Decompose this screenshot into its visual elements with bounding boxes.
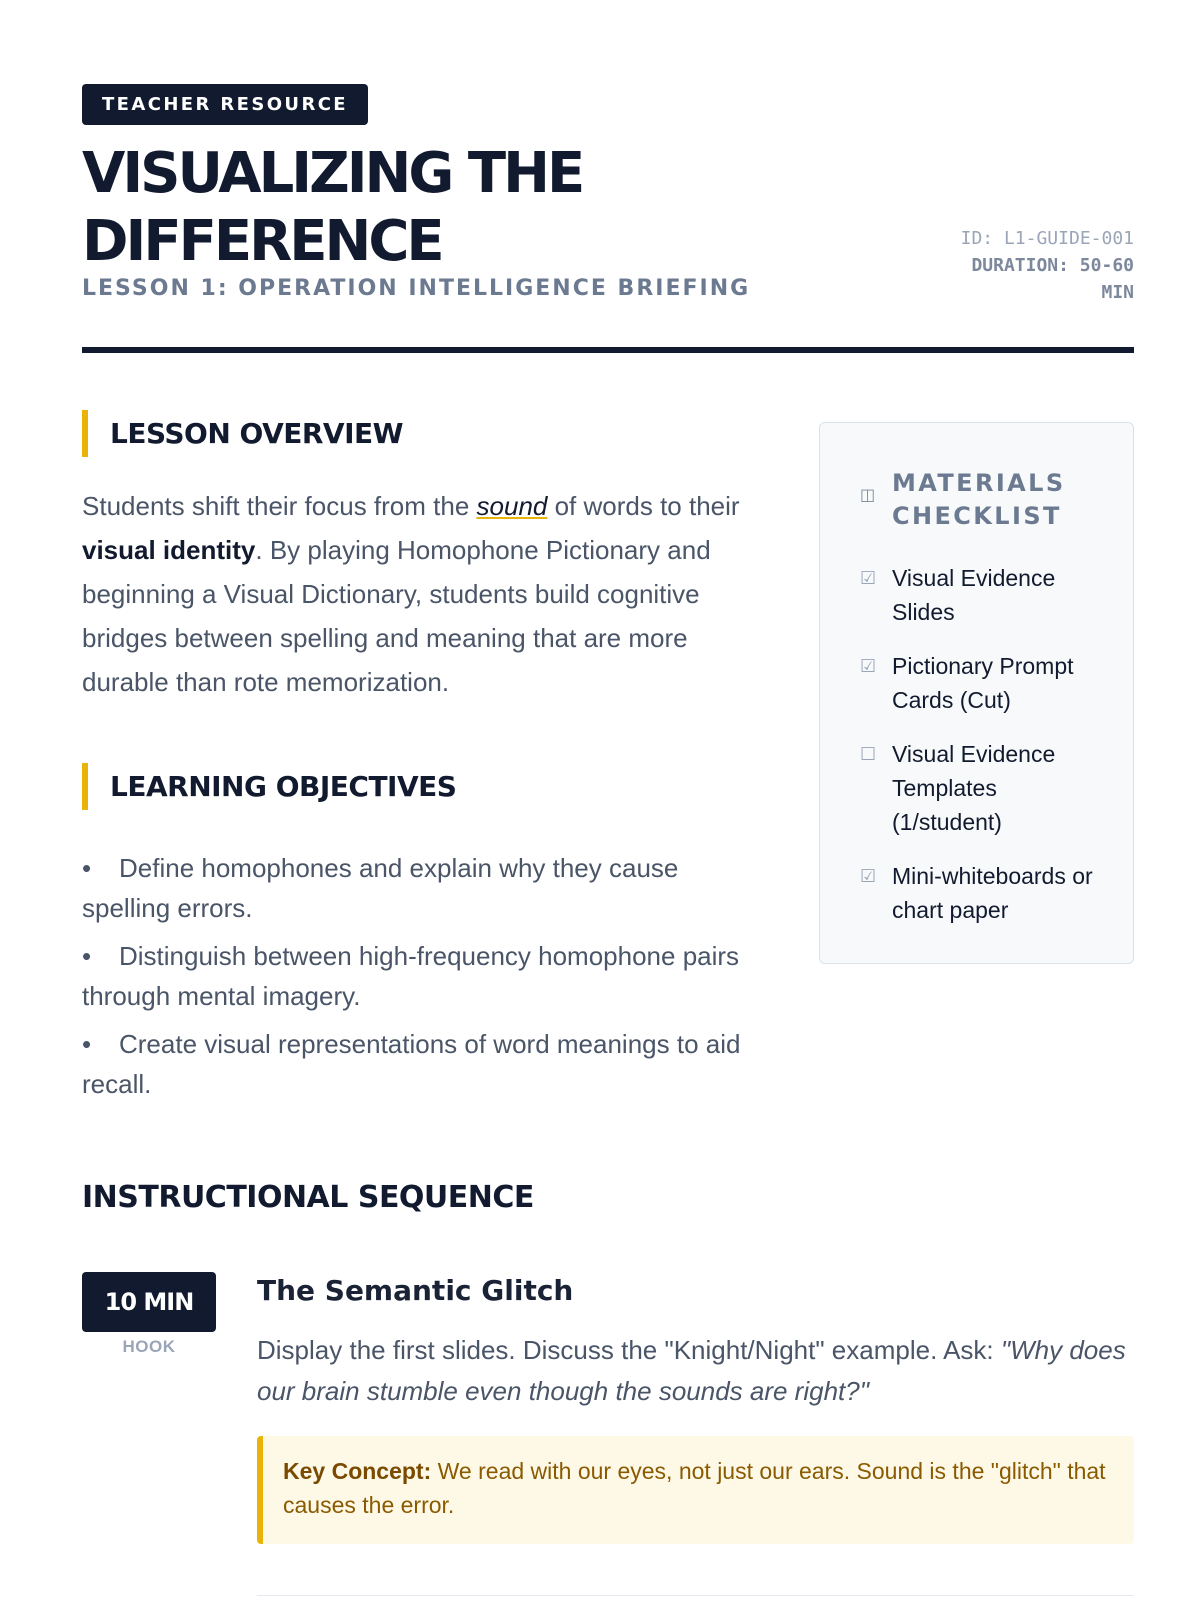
objective-text: Define homophones and explain why they cause spelling errors. [82,853,679,923]
material-item [860,561,1110,629]
key-concept-label: Key Concept: [283,1458,432,1484]
material-item [860,737,1110,839]
material-text: Visual Evidence Templates (1/student) [892,741,1056,835]
objective-item [82,848,772,928]
step-description-text: Display the first slides. Discuss the "Knight/Night" example. Ask: [257,1335,1001,1365]
material-text: Visual Evidence Slides [892,565,1056,625]
material-item [860,859,1110,927]
key-concept-text: We read with our eyes, not just our ears. Sound is the "glitch" that causes the error. [283,1458,1106,1518]
step-phase-label: HOOK [122,1337,176,1356]
bullet-icon: • [82,1029,92,1059]
header-divider [82,347,1134,353]
overview-text [82,484,772,704]
step-question: "Why does our brain stumble even though the sounds are right?" [257,1335,1126,1406]
step-duration: 10 MIN [82,1272,216,1332]
checkbox-icon: ☑ [860,568,877,588]
emphasis-visual-identity: visual identity [82,535,256,565]
bullet-icon: • [82,853,92,883]
checkbox-icon: ☑ [860,866,877,886]
checkbox-icon: ☑ [860,656,877,676]
lesson-subtitle: LESSON 1: OPERATION INTELLIGENCE BRIEFING [82,276,751,301]
objective-item [82,936,772,1016]
overview-text-part: Students shift their focus from the [82,491,477,521]
key-concept-callout [257,1436,1134,1544]
materials-heading: MATERIALS CHECKLIST [892,469,1066,530]
materials-checklist [819,422,1134,964]
document-meta [934,225,1134,306]
material-text: Mini-whiteboards or chart paper [892,863,1093,923]
step-title: The Semantic Glitch [257,1274,574,1307]
teacher-resource-badge: TEACHER RESOURCE [82,84,368,125]
material-text: Pictionary Prompt Cards (Cut) [892,653,1074,713]
checkbox-icon: ☐ [860,744,877,764]
objective-text: Distinguish between high-frequency homophone pairs through mental imagery. [82,941,740,1011]
sequence-heading: INSTRUCTIONAL SEQUENCE [82,1180,534,1215]
overview-text-part: of words to their [547,491,740,521]
materials-header [860,467,1066,533]
objective-item [82,1024,772,1104]
material-item [860,649,1110,717]
lesson-duration: DURATION: 50-60 MIN [971,255,1134,303]
page-title: VISUALIZING THE DIFFERENCE [82,141,583,274]
document-id: ID: L1-GUIDE-001 [960,228,1134,249]
briefcase-icon: ◫ [860,487,876,504]
bullet-icon: • [82,941,92,971]
step-divider [257,1595,1134,1596]
objectives-list [82,848,772,1112]
step-description [257,1330,1134,1412]
materials-list [860,561,1110,927]
objectives-heading: LEARNING OBJECTIVES [82,763,456,810]
overview-text-part: . By playing Homophone Pictionary and beginning a Visual Dictionary, students build cognitive bridges between spelling and meaning that are more durable than rote memorization. [82,535,711,697]
overview-heading: LESSON OVERVIEW [82,410,403,457]
emphasis-sound: sound [476,491,548,521]
objective-text: Create visual representations of word meanings to aid recall. [82,1029,741,1099]
